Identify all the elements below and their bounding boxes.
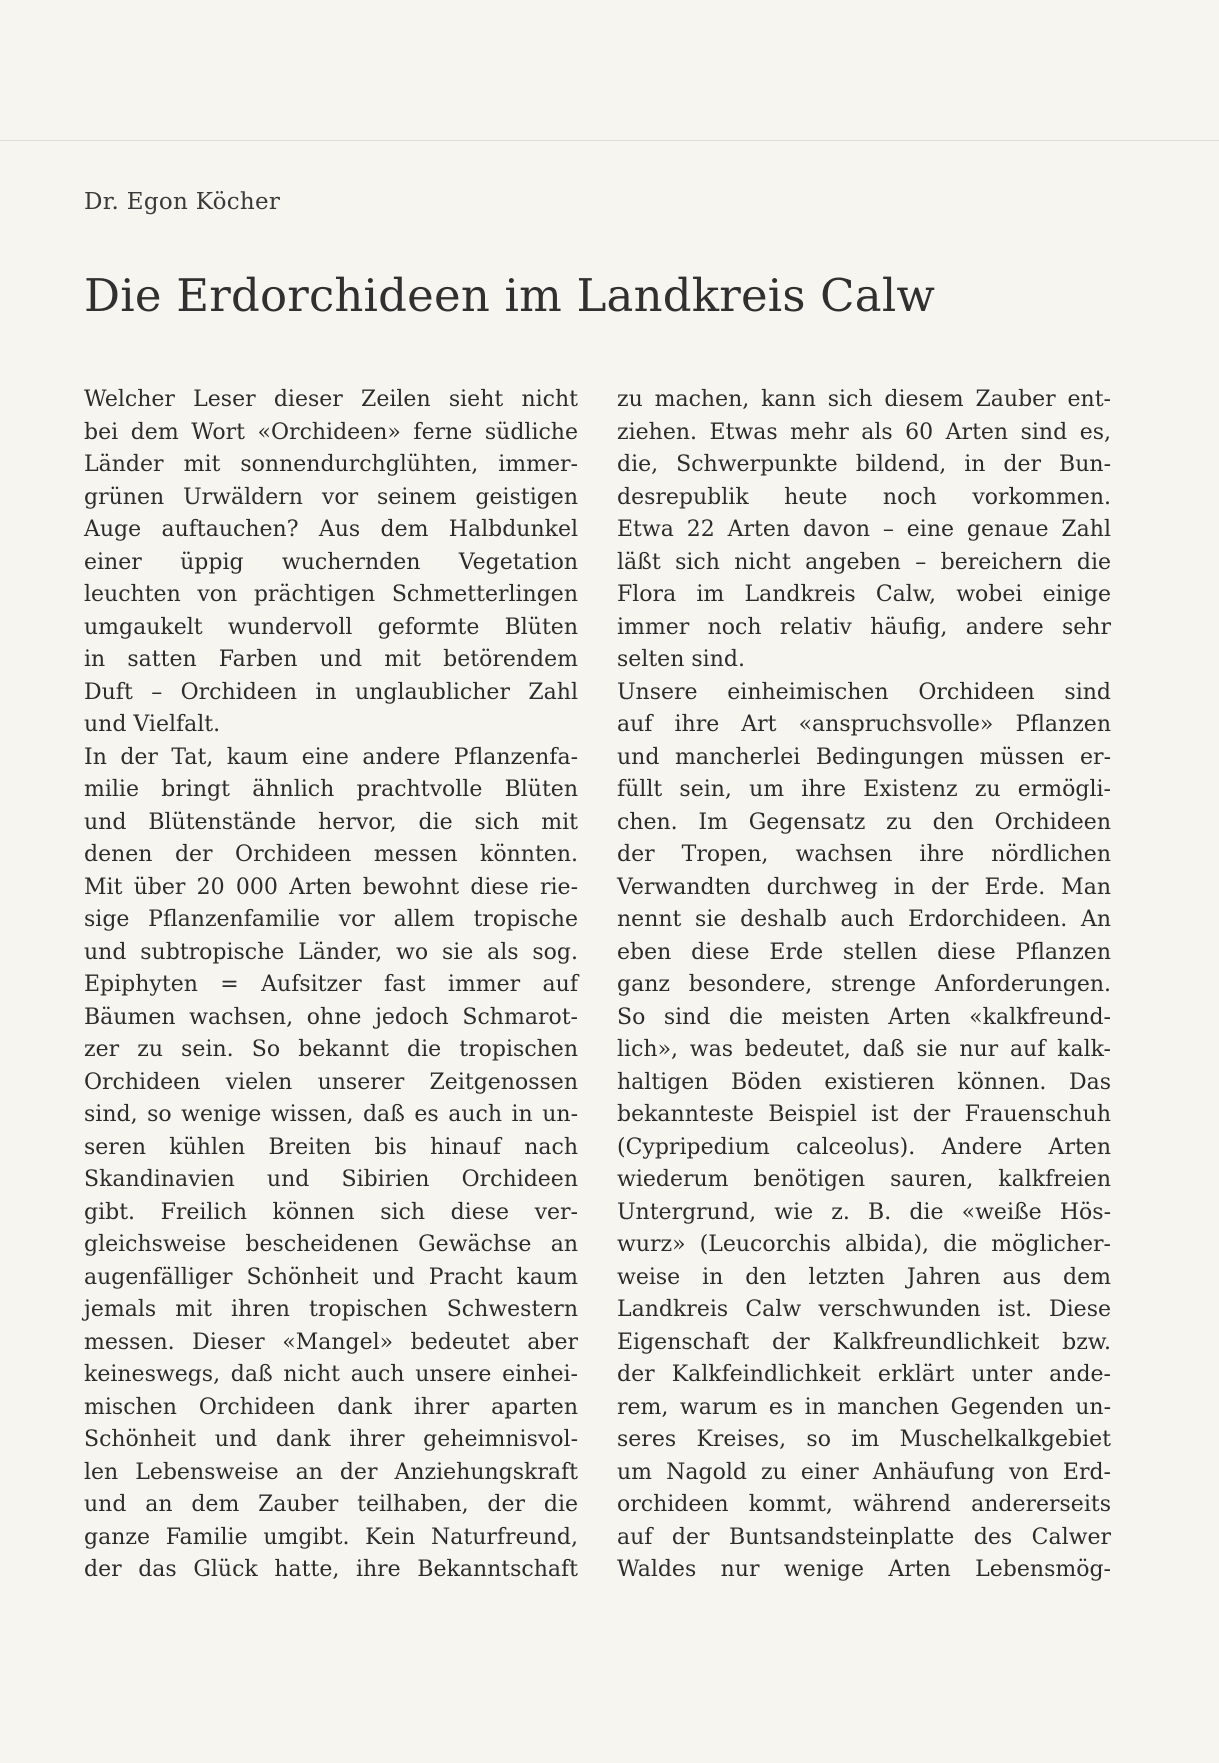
text-line: denen der Orchideen messen könnten.	[84, 842, 578, 867]
text-line: ganz besondere, strenge Anforderungen.	[617, 972, 1111, 997]
text-line: ganze Familie umgibt. Kein Naturfreund,	[84, 1524, 578, 1550]
text-line: Schönheit und dank ihrer geheimnisvol-	[84, 1427, 578, 1452]
text-line: einer üppig wuchernden Vegetation	[84, 549, 578, 575]
text-line: In der Tat, kaum eine andere Pflanzenfa-	[84, 744, 578, 770]
text-line: wiederum benötigen sauren, kalkfreien	[617, 1167, 1111, 1192]
text-line: Untergrund, wie z. B. die «weiße Hös-	[617, 1199, 1111, 1225]
text-line: lich», was bedeutet, daß sie nur auf kalk-	[617, 1037, 1111, 1062]
text-line: augenfälliger Schönheit und Pracht kaum	[84, 1264, 578, 1290]
text-line: gleichsweise bescheidenen Gewächse an	[84, 1232, 578, 1257]
text-line: gibt. Freilich können sich diese ver-	[84, 1199, 578, 1225]
text-line: zer zu sein. So bekannt die tropischen	[84, 1037, 578, 1062]
text-line: sind, so wenige wissen, daß es auch in un-	[84, 1102, 578, 1127]
text-line: füllt sein, um ihre Existenz zu ermögli-	[617, 777, 1111, 802]
text-line: zu machen, kann sich diesem Zauber ent-	[617, 387, 1111, 412]
text-line: Eigenschaft der Kalkfreundlichkeit bzw.	[617, 1329, 1111, 1355]
text-line: Länder mit sonnendurchglühten, immer-	[84, 452, 578, 477]
text-line: grünen Urwäldern vor seinem geistigen	[84, 484, 578, 510]
text-line: nennt sie deshalb auch Erdorchideen. An	[617, 907, 1111, 932]
text-line: und mancherlei Bedingungen müssen er-	[617, 744, 1111, 770]
text-line: der Tropen, wachsen ihre nördlichen	[617, 842, 1111, 867]
page-top-rule	[0, 140, 1219, 141]
text-line: (Cypripedium calceolus). Andere Arten	[617, 1134, 1111, 1160]
text-line: selten sind.	[617, 647, 745, 672]
text-line: Flora im Landkreis Calw, wobei einige	[617, 582, 1111, 607]
text-line: messen. Dieser «Mangel» bedeutet aber	[84, 1329, 578, 1355]
text-line: ziehen. Etwas mehr als 60 Arten sind es,	[617, 419, 1111, 445]
author-name: Dr. Egon Köcher	[84, 189, 281, 215]
text-line: rem, warum es in manchen Gegenden un-	[617, 1394, 1111, 1420]
left-text-column	[84, 384, 578, 1587]
text-line: sige Pflanzenfamilie vor allem tropische	[84, 907, 578, 932]
text-line: Waldes nur wenige Arten Lebensmög-	[617, 1557, 1111, 1582]
text-line: der das Glück hatte, ihre Bekanntschaft	[84, 1557, 578, 1582]
text-line: und subtropische Länder, wo sie als sog.	[84, 939, 578, 965]
text-line: len Lebensweise an der Anziehungskraft	[84, 1459, 578, 1485]
text-line: Duft – Orchideen in unglaublicher Zahl	[84, 679, 578, 705]
text-line: desrepublik heute noch vorkommen.	[617, 484, 1111, 510]
text-line: und Blütenstände hervor, die sich mit	[84, 809, 578, 835]
right-text-column	[617, 384, 1111, 1587]
text-line: haltigen Böden existieren können. Das	[617, 1069, 1111, 1095]
text-line: Etwa 22 Arten davon – eine genaue Zahl	[617, 517, 1111, 542]
text-line: Verwandten durchweg in der Erde. Man	[617, 874, 1111, 900]
text-line: und an dem Zauber teilhaben, der die	[84, 1492, 578, 1517]
text-line: der Kalkfeindlichkeit erklärt unter ande-	[617, 1362, 1111, 1387]
text-line: milie bringt ähnlich prachtvolle Blüten	[84, 777, 578, 802]
text-line: Epiphyten = Aufsitzer fast immer auf	[84, 972, 578, 997]
text-line: So sind die meisten Arten «kalkfreund-	[617, 1004, 1111, 1030]
text-line: jemals mit ihren tropischen Schwestern	[84, 1297, 578, 1322]
text-line: läßt sich nicht angeben – bereichern die	[617, 549, 1111, 575]
text-line: seren kühlen Breiten bis hinauf nach	[84, 1134, 578, 1160]
text-line: auf ihre Art «anspruchsvolle» Pflanzen	[617, 712, 1111, 737]
text-line: wurz» (Leucorchis albida), die möglicher-	[617, 1232, 1111, 1257]
text-line: eben diese Erde stellen diese Pflanzen	[617, 939, 1111, 965]
text-line: umgaukelt wundervoll geformte Blüten	[84, 614, 578, 640]
text-line: chen. Im Gegensatz zu den Orchideen	[617, 809, 1111, 835]
text-line: orchideen kommt, während andererseits	[617, 1492, 1111, 1517]
text-line: keineswegs, daß nicht auch unsere einhei-	[84, 1362, 578, 1387]
text-line: weise in den letzten Jahren aus dem	[617, 1264, 1111, 1290]
text-line: leuchten von prächtigen Schmetterlingen	[84, 582, 578, 607]
text-line: immer noch relativ häufig, andere sehr	[617, 614, 1111, 640]
text-line: Landkreis Calw verschwunden ist. Diese	[617, 1297, 1111, 1322]
text-line: Orchideen vielen unserer Zeitgenossen	[84, 1069, 578, 1095]
text-line: Unsere einheimischen Orchideen sind	[617, 679, 1111, 705]
text-line: auf der Buntsandsteinplatte des Calwer	[617, 1524, 1111, 1550]
text-line: Welcher Leser dieser Zeilen sieht nicht	[84, 387, 578, 412]
text-line: Mit über 20 000 Arten bewohnt diese rie-	[84, 874, 578, 900]
text-line: Skandinavien und Sibirien Orchideen	[84, 1167, 578, 1192]
text-line: und Vielfalt.	[84, 712, 221, 737]
text-line: um Nagold zu einer Anhäufung von Erd-	[617, 1459, 1111, 1485]
text-line: bekannteste Beispiel ist der Frauenschuh	[617, 1102, 1111, 1127]
text-line: seres Kreises, so im Muschelkalkgebiet	[617, 1427, 1111, 1452]
text-line: Auge auftauchen? Aus dem Halbdunkel	[84, 517, 578, 542]
article-title: Die Erdorchideen im Landkreis Calw	[84, 269, 936, 323]
text-line: in satten Farben und mit betörendem	[84, 647, 578, 672]
text-line: bei dem Wort «Orchideen» ferne südliche	[84, 419, 578, 445]
text-line: Bäumen wachsen, ohne jedoch Schmarot-	[84, 1004, 578, 1030]
text-line: mischen Orchideen dank ihrer aparten	[84, 1394, 578, 1420]
text-line: die, Schwerpunkte bildend, in der Bun-	[617, 452, 1111, 477]
